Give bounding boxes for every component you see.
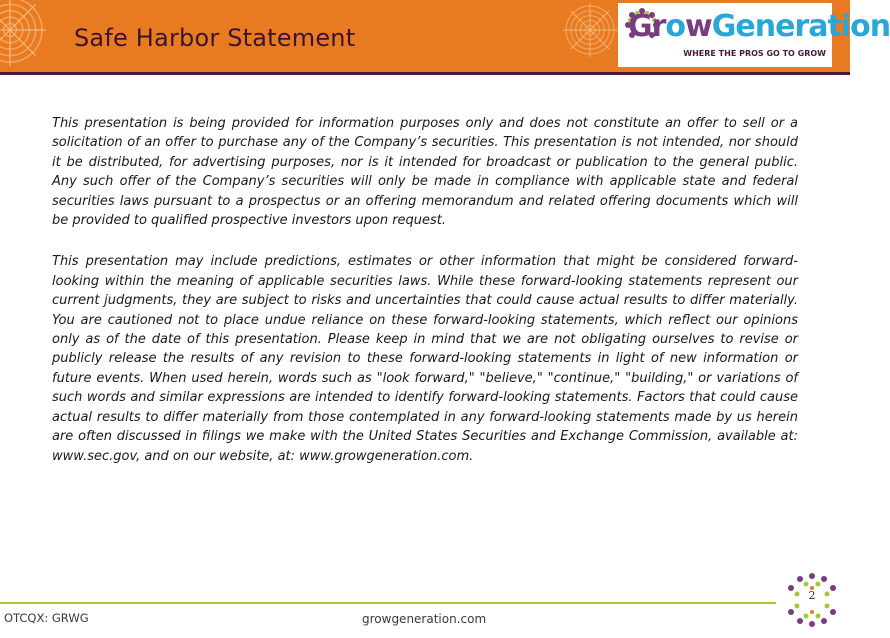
footer-website: growgeneration.com xyxy=(362,612,487,626)
header-divider xyxy=(0,72,850,75)
slide-header xyxy=(0,0,890,72)
forward-looking-paragraph: This presentation may include predictions, estimates or other information that might be considered forward-looking within the meaning of applicable securities laws. While these forward-looking statements represent our current judgments, they are subject to risks and uncertainties that could cause actual results to differ materially. You are cautioned not to place undue reliance on these forward-looking statements, which reflect our opinions only as of the date of this presentation. Please keep in mind that we are not obligating ourselves to revise or publicly release the results of any revision to these forward-looking statements in light of new information or future events. When used herein, words such as "look forward," "believe," "continue," "building," or variations of such words and similar expressions are intended to identify forward-looking statements. Factors that could cause actual results to differ materially from those contemplated in any forward-looking statements made by us herein are often discussed in filings we make with the United States Securities and Exchange Commission, available at: www.sec.gov, and on our website, at: www.growgeneration.com. xyxy=(52,254,798,464)
sunburst-ornament-left-icon xyxy=(0,0,50,80)
sunburst-ornament-right-icon xyxy=(560,0,620,80)
page-number-badge xyxy=(784,570,840,630)
disclaimer-paragraph: This presentation is being provided for information purposes only and does not constitute an offer to sell or a solicitation of an offer to purchase any of the Company’s securities. This presentation is not intended, nor should it be distributed, for advertising purposes, nor is it intended for broadcast or publication to the general public. Any such offer of the Company’s securities will only be made in compliance with applicable state and federal securities laws pursuant to a prospectus or an offering memorandum and related offering documents which will be provided to qualified prospective investors upon request. xyxy=(52,116,798,229)
page-number: 2 xyxy=(808,589,816,602)
slide-body xyxy=(52,114,798,488)
slide-title: Safe Harbor Statement xyxy=(74,24,356,52)
logo-tagline: WHERE THE PROS GO TO GROW xyxy=(683,49,826,58)
footer-ticker: OTCQX: GRWG xyxy=(4,611,89,625)
logo-wordmark: GrowGeneration xyxy=(628,9,890,44)
footer-divider xyxy=(0,602,776,604)
growgeneration-logo xyxy=(618,3,890,67)
